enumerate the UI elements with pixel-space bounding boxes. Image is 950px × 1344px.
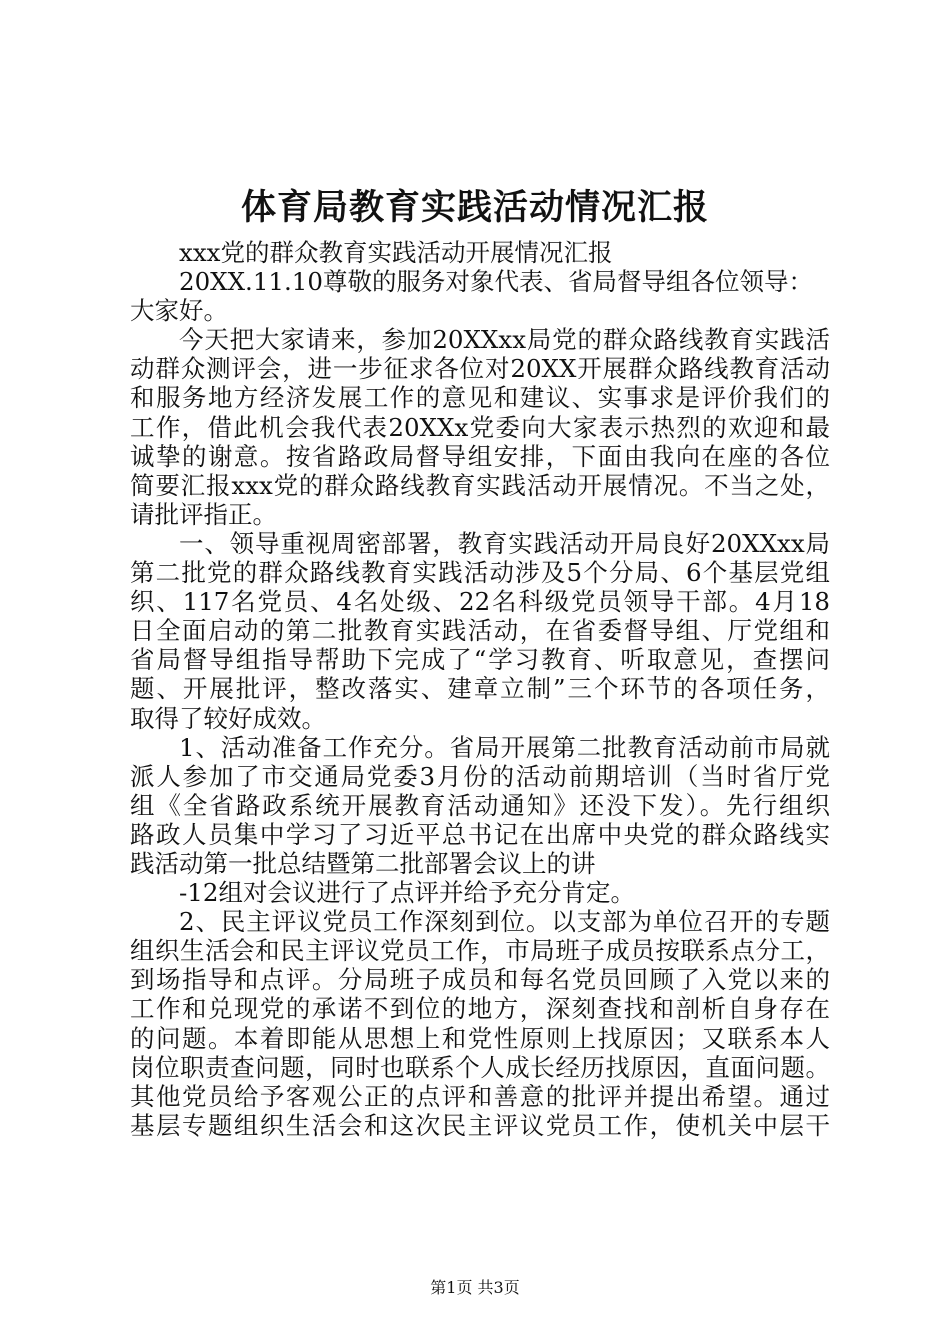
text-line: 日全面启动的第二批教育实践活动，在省委督导组、厅党组和: [130, 616, 830, 646]
text-line: 今天把大家请来，参加20XXxx局党的群众路线教育实践活: [179, 325, 830, 355]
text-line: 省局督导组指导帮助下完成了“学习教育、听取意见，查摆问: [130, 645, 830, 675]
text-line: 工作，借此机会我代表20XXx党委向大家表示热烈的欢迎和最: [130, 412, 830, 442]
text-line: 简要汇报xxx党的群众路线教育实践活动开展情况。不当之处，: [130, 470, 830, 500]
text-line: 织、117名党员、4名处级、22名科级党员领导干部。4月18: [130, 587, 830, 617]
text-line: 2、民主评议党员工作深刻到位。以支部为单位召开的专题: [179, 907, 830, 937]
text-line: 取得了较好成效。: [130, 703, 326, 733]
text-line: 组《全省路政系统开展教育活动通知》还没下发）。先行组织: [130, 790, 830, 820]
text-line: 20XX.11.10尊敬的服务对象代表、省局督导组各位领导：: [179, 267, 813, 297]
document-title: 体育局教育实践活动情况汇报: [240, 187, 709, 228]
text-line: 和服务地方经济发展工作的意见和建议、实事求是评价我们的: [130, 383, 830, 413]
text-line: 基层专题组织生活会和这次民主评议党员工作，使机关中层干: [130, 1110, 830, 1140]
text-line: 其他党员给予客观公正的点评和善意的批评并提出希望。通过: [130, 1081, 830, 1111]
document-body: [130, 238, 830, 1140]
text-line: 路政人员集中学习了习近平总书记在出席中央党的群众路线实: [130, 819, 830, 849]
text-line: 诚挚的谢意。按省路政局督导组安排，下面由我向在座的各位: [130, 441, 830, 471]
text-line: 的问题。本着即能从思想上和党性原则上找原因；又联系本人: [130, 1023, 830, 1053]
text-line: 一、领导重视周密部署，教育实践活动开局良好20XXxx局: [179, 528, 830, 558]
text-line: 题、开展批评，整改落实、建章立制”三个环节的各项任务，: [130, 674, 830, 704]
text-line: 第二批党的群众路线教育实践活动涉及5个分局、6个基层党组: [130, 558, 830, 588]
text-line: 到场指导和点评。分局班子成员和每名党员回顾了入党以来的: [130, 965, 830, 995]
text-line: 组织生活会和民主评议党员工作，市局班子成员按联系点分工，: [130, 936, 830, 966]
text-line: 请批评指正。: [130, 499, 277, 529]
text-line: 岗位职责查问题，同时也联系个人成长经历找原因，直面问题。: [130, 1052, 830, 1082]
text-line: 1、活动准备工作充分。省局开展第二批教育活动前市局就: [179, 732, 830, 762]
text-line: 工作和兑现党的承诺不到位的地方，深刻查找和剖析自身存在: [130, 994, 830, 1024]
text-line: 大家好。: [130, 296, 228, 326]
text-line: 践活动第一批总结暨第二批部署会议上的讲: [130, 848, 596, 878]
page-number-footer: 第1页 共3页: [430, 1278, 520, 1297]
text-line: 动群众测评会，进一步征求各位对20XX开展群众路线教育活动: [130, 354, 830, 384]
text-line: -12组对会议进行了点评并给予充分肯定。: [179, 878, 635, 908]
text-line: 派人参加了市交通局党委3月份的活动前期培训（当时省厅党: [130, 761, 830, 791]
text-line: xxx党的群众教育实践活动开展情况汇报: [179, 238, 613, 267]
